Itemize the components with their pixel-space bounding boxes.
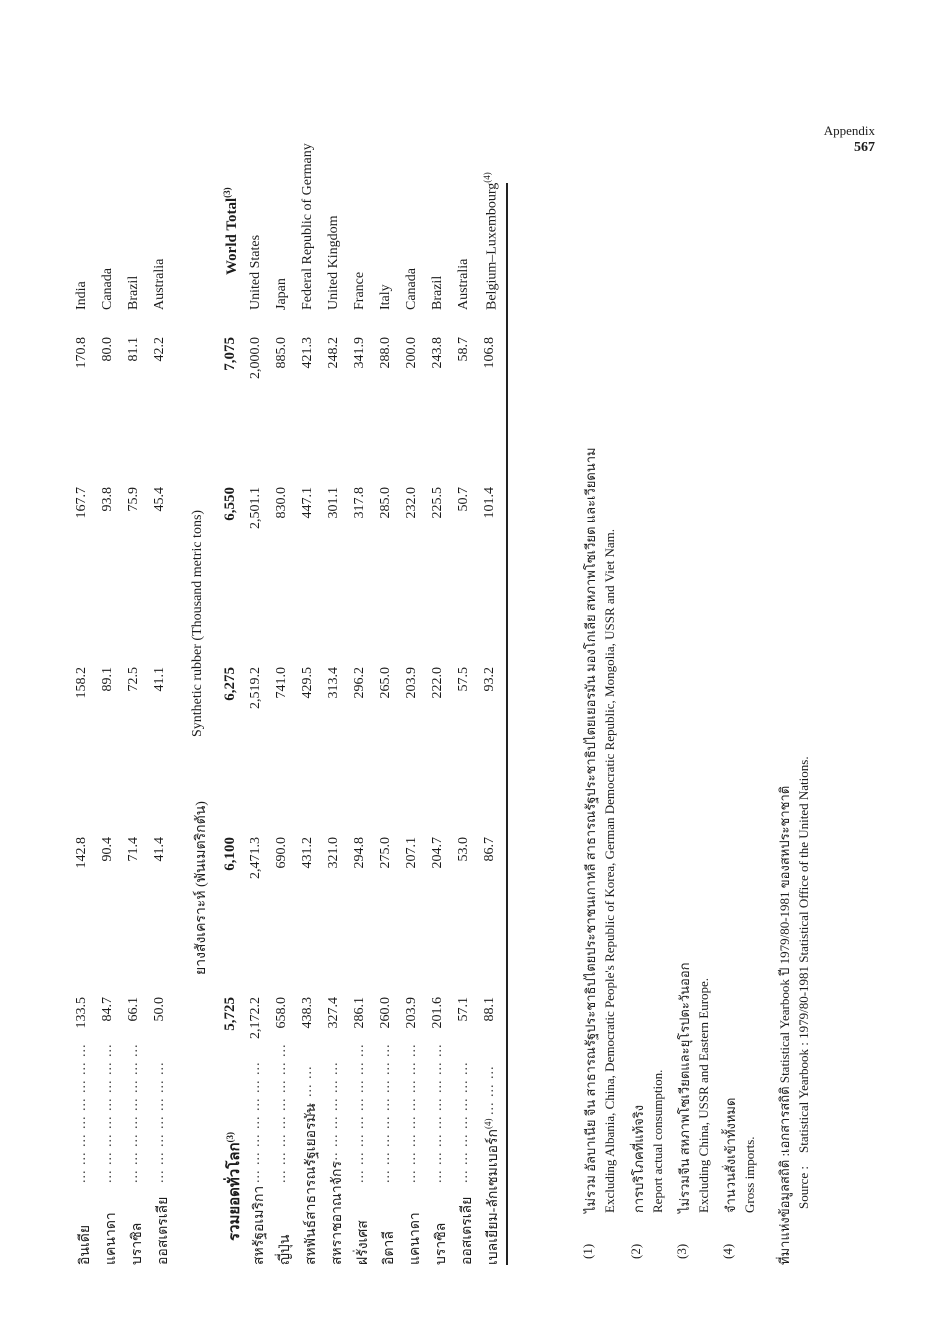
table-cell: 81.1 [126, 337, 141, 362]
table-cell: 438.3 [300, 997, 315, 1029]
table-cell: 285.0 [378, 487, 393, 519]
row-label-english: India [74, 281, 89, 310]
note-number: (4) [720, 1243, 735, 1259]
table-cell: 317.8 [352, 487, 367, 519]
table-cell: 7,075 [222, 337, 238, 371]
label-text: เบลเยียม-ลักเซมเบอร์ก [486, 1129, 501, 1265]
table-cell: 57.5 [456, 667, 471, 692]
leader-dots: ... ... ... ... ... ... ... ... [352, 1043, 367, 1183]
unit-heading-thai: ยางสังเคราะห์ (พันเมตริกตัน) [194, 801, 209, 975]
table-cell: 41.1 [152, 667, 167, 692]
table-cell: 286.1 [352, 997, 367, 1029]
table-cell: 204.7 [430, 837, 445, 869]
table-cell: 50.0 [152, 997, 167, 1022]
table-cell: 260.0 [378, 997, 393, 1029]
table-row [248, 185, 270, 1265]
note-number: (1) [580, 1243, 595, 1259]
table-row [300, 143, 322, 1265]
table-cell: 275.0 [378, 837, 393, 869]
table-cell: 658.0 [274, 997, 289, 1029]
table-cell: 133.5 [74, 997, 89, 1029]
row-label-english: Canada [404, 268, 419, 310]
table-cell: 158.2 [74, 667, 89, 699]
table-cell: 222.0 [430, 667, 445, 699]
table-cell: 101.4 [482, 487, 497, 519]
leader-dots: ... ... ... ... ... ... [326, 1061, 341, 1165]
table-cell: 57.1 [456, 997, 471, 1022]
label-text: รวมยอดทั่วโลก [227, 1142, 243, 1241]
footnote-ref: (3) [225, 1131, 235, 1143]
row-label-english: Federal Republic of Germany [300, 143, 315, 310]
table-cell: 429.5 [300, 667, 315, 699]
appendix-label: Appendix [823, 123, 875, 138]
table-cell: 167.7 [74, 487, 89, 519]
table-cell: 313.4 [326, 667, 341, 699]
row-label-thai: บราซิล [130, 1222, 145, 1265]
row-label-english: Canada [100, 268, 115, 310]
note-number: (2) [628, 1243, 643, 1259]
table-cell: 741.0 [274, 667, 289, 699]
table-cell: 2,000.0 [248, 337, 263, 379]
table-cell: 89.1 [100, 667, 115, 692]
row-label-english: Australia [152, 258, 167, 310]
table-cell: 84.7 [100, 997, 115, 1022]
note-number: (3) [674, 1243, 689, 1259]
row-label-english [222, 187, 241, 275]
table-cell: 71.4 [126, 837, 141, 862]
row-label-english: United Kingdom [326, 215, 341, 310]
label-text: Belgium–Luxembourg [484, 182, 500, 310]
table-cell: 58.7 [456, 337, 471, 362]
table-cell: 5,725 [222, 997, 238, 1031]
table-cell: 93.2 [482, 667, 497, 692]
leader-dots: ... ... ... ... ... ... ... ... [404, 1043, 419, 1183]
row-label-english: Italy [378, 284, 393, 310]
table-cell: 106.8 [482, 337, 497, 369]
source-text-thai: เอกสารสถิติ Statistical Yearbook ปี 1979/80-1981 ของสหประชาชาติ [777, 785, 792, 1153]
leader-dots: ... ... ... [482, 1065, 497, 1115]
row-label-thai: สหรัฐอเมริกา [252, 1185, 267, 1265]
section-heading [190, 185, 212, 1265]
table-cell: 248.2 [326, 337, 341, 369]
table-cell: 88.1 [482, 997, 497, 1022]
table-row [274, 185, 296, 1265]
row-label-thai: แคนาดา [408, 1212, 423, 1265]
leader-dots: ... ... ... ... ... ... ... [152, 1061, 167, 1183]
row-label-english: Japan [274, 278, 289, 310]
table-cell: 232.0 [404, 487, 419, 519]
source-label-english: Source : [796, 1166, 811, 1209]
table-cell: 2,172.2 [248, 997, 263, 1039]
row-label-thai: อินเดีย [78, 1224, 93, 1265]
row-label-english [482, 172, 501, 310]
note-text-thai: การบริโภคที่แท้จริง [631, 1104, 646, 1213]
table-cell: 296.2 [352, 667, 367, 699]
table-cell: 50.7 [456, 487, 471, 512]
table-cell: 6,275 [222, 667, 238, 701]
row-label-thai: ฝรั่งเศส [356, 1220, 371, 1265]
row-label-english: Brazil [430, 275, 445, 310]
label-text: World Total [224, 197, 240, 275]
page-header [824, 122, 875, 156]
table-cell: 142.8 [74, 837, 89, 869]
row-label-english: France [352, 271, 367, 310]
table-cell: 243.8 [430, 337, 445, 369]
table-cell: 885.0 [274, 337, 289, 369]
table-cell: 690.0 [274, 837, 289, 869]
table-cell: 6,550 [222, 487, 238, 521]
row-label-english: Australia [456, 258, 471, 310]
table-cell: 93.8 [100, 487, 115, 512]
table-row [482, 172, 504, 1265]
world-total-row [222, 185, 244, 1265]
note-text-english: Excluding Albania, China, Democratic People's Republic of Korea, German Democratic Republic, Mongolia, USSR and Viet Nam. [602, 528, 617, 1213]
table-cell: 225.5 [430, 487, 445, 519]
table-cell: 203.9 [404, 667, 419, 699]
leader-dots: ... ... ... ... ... ... ... ... [74, 1043, 89, 1183]
table-cell: 90.4 [100, 837, 115, 862]
table-cell: 53.0 [456, 837, 471, 862]
table-row [378, 185, 400, 1265]
leader-dots: ... ... ... ... ... ... ... ... [100, 1043, 115, 1183]
table-row [456, 185, 478, 1265]
source-text-english: Statistical Yearbook : 1979/80-1981 Statistical Office of the United Nations. [796, 756, 811, 1153]
table-cell: 830.0 [274, 487, 289, 519]
table-cell: 431.2 [300, 837, 315, 869]
leader-dots: ... ... ... ... ... ... ... [456, 1061, 471, 1183]
row-label-thai: แคนาดา [104, 1212, 119, 1265]
footnote-ref: (4) [482, 172, 492, 183]
table-row [326, 185, 348, 1265]
leader-dots: ... ... ... ... ... ... ... [248, 1061, 263, 1183]
note-text-english: Gross imports. [742, 1136, 757, 1213]
source-label-thai: ที่มาแห่งข้อมูลสถิติ : [777, 1152, 792, 1265]
table-row [74, 185, 96, 1265]
row-label-thai: ออสเตรเลีย [156, 1196, 171, 1265]
footnote-ref: (3) [222, 187, 232, 198]
row-label-english: Brazil [126, 275, 141, 310]
table-cell: 341.9 [352, 337, 367, 369]
leader-dots: ... ... ... ... ... ... ... ... [378, 1043, 393, 1183]
table-cell: 42.2 [152, 337, 167, 362]
row-label-thai [482, 1119, 504, 1265]
table-cell: 80.0 [100, 337, 115, 362]
note-text-thai: ไม่รวม อัลบาเนีย จีน สาธารณรัฐประชาธิปไตยประชาชนเกาหลี สาธารณรัฐประชาธิปไตยเยอรมัน มองโกเลีย สหภาพโซเวียต และเวียดนาม [583, 447, 598, 1213]
row-label-thai: บราซิล [434, 1222, 449, 1265]
notes-block [580, 180, 900, 1265]
table-cell: 201.6 [430, 997, 445, 1029]
note-text-thai: จำนวนสั่งเข้าทั้งหมด [723, 1097, 738, 1213]
row-label-thai: สหราชอาณาจักร [330, 1161, 345, 1265]
rotated-statistics-table [60, 143, 560, 1265]
leader-dots: ... ... ... ... ... ... ... ... [274, 1043, 289, 1183]
table-cell: 301.1 [326, 487, 341, 519]
row-label-thai [222, 1132, 246, 1241]
table-cell: 6,100 [222, 837, 238, 871]
table-rule [506, 183, 508, 1265]
row-label-english: United States [248, 234, 263, 310]
table-cell: 170.8 [74, 337, 89, 369]
footnote-ref: (4) [483, 1118, 494, 1130]
table-cell: 2,471.3 [248, 837, 263, 879]
table-row [352, 185, 374, 1265]
table-cell: 207.1 [404, 837, 419, 869]
leader-dots: ... ... ... [300, 1065, 315, 1115]
table-cell: 203.9 [404, 997, 419, 1029]
table-cell: 86.7 [482, 837, 497, 862]
row-label-thai: สหพันธ์สาธารณรัฐเยอรมัน [304, 1103, 319, 1265]
table-cell: 288.0 [378, 337, 393, 369]
table-cell: 327.4 [326, 997, 341, 1029]
row-label-thai: ออสเตรเลีย [460, 1196, 475, 1265]
table-cell: 294.8 [352, 837, 367, 869]
table-cell: 41.4 [152, 837, 167, 862]
table-cell: 421.3 [300, 337, 315, 369]
table-cell: 265.0 [378, 667, 393, 699]
leader-dots: ... ... ... ... ... ... ... ... [126, 1043, 141, 1183]
note-text-thai: ไม่รวมจีน สหภาพโซเวียตและยุโรปตะวันออก [677, 962, 692, 1213]
table-row [100, 185, 122, 1265]
note-text-english: Report actual consumption. [650, 1069, 665, 1213]
table-row [152, 185, 174, 1265]
table-cell: 75.9 [126, 487, 141, 512]
row-label-thai: ญี่ปุ่น [278, 1234, 293, 1265]
row-label-thai: อิตาลี [382, 1231, 397, 1265]
leader-dots: ... ... ... ... ... ... ... ... [430, 1043, 445, 1183]
table-cell: 321.0 [326, 837, 341, 869]
table-row [404, 185, 426, 1265]
table-cell: 66.1 [126, 997, 141, 1022]
table-row [126, 185, 148, 1265]
table-cell: 45.4 [152, 487, 167, 512]
unit-heading-english: Synthetic rubber (Thousand metric tons) [190, 509, 205, 737]
table-cell: 2,519.2 [248, 667, 263, 709]
table-cell: 2,501.1 [248, 487, 263, 529]
table-row [430, 185, 452, 1265]
page-number: 567 [854, 140, 875, 155]
table-cell: 72.5 [126, 667, 141, 692]
table-cell: 447.1 [300, 487, 315, 519]
note-text-english: Excluding China, USSR and Eastern Europe. [696, 977, 711, 1213]
table-cell: 200.0 [404, 337, 419, 369]
